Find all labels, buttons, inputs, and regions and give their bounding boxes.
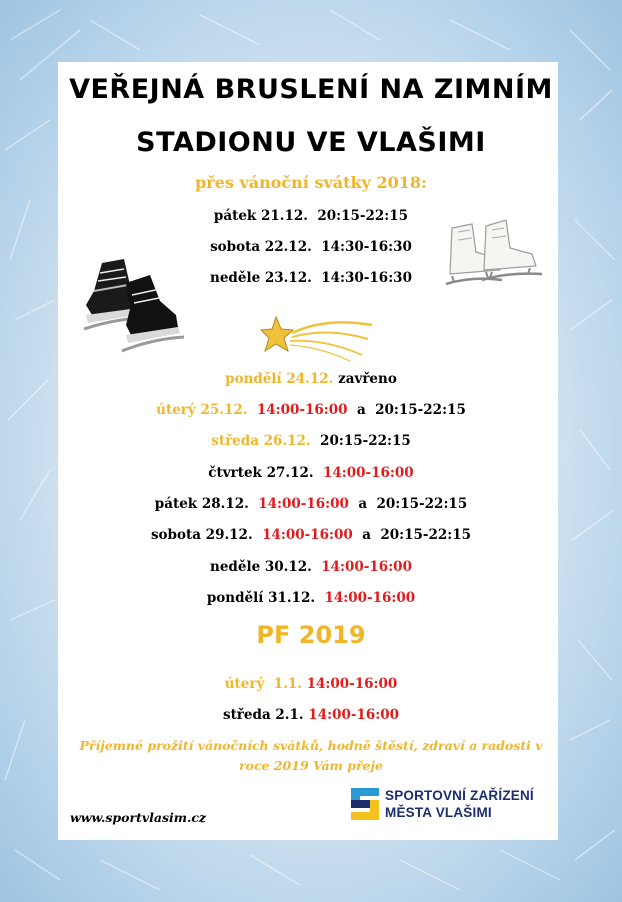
logo-text-line-1: SPORTOVNÍ ZAŘÍZENÍ bbox=[385, 788, 534, 803]
time-label: 14:00-16:00 bbox=[324, 590, 416, 606]
day-label: neděle 23.12. bbox=[210, 270, 312, 286]
schedule-row bbox=[0, 402, 622, 418]
day-label: sobota 29.12. bbox=[150, 527, 253, 543]
schedule-row bbox=[0, 496, 622, 512]
day-label: pátek 28.12. bbox=[154, 496, 249, 512]
time-label: 14:00-16:00 bbox=[258, 496, 349, 512]
and-label: a bbox=[362, 527, 371, 543]
schedule-row bbox=[0, 590, 622, 606]
day-label: úterý 25.12. bbox=[156, 402, 248, 418]
schedule-row bbox=[0, 676, 622, 692]
schedule-row bbox=[0, 527, 622, 543]
subtitle: přes vánoční svátky 2018: bbox=[195, 173, 427, 192]
time-label: 14:00-16:00 bbox=[321, 559, 412, 575]
title-line-2: STADIONU VE VLAŠIMI bbox=[136, 127, 486, 158]
time-label: 14:30-16:30 bbox=[321, 270, 412, 286]
and-label: a bbox=[356, 402, 366, 418]
day-label: pondělí 31.12. bbox=[206, 590, 316, 606]
day-label: čtvrtek 27.12. bbox=[208, 465, 314, 481]
day-label: úterý 1.1. bbox=[224, 676, 302, 692]
day-label: pátek 21.12. bbox=[213, 208, 308, 224]
shooting-star-icon bbox=[256, 311, 374, 363]
figure-skates-image bbox=[442, 218, 548, 294]
time-label: 14:00-16:00 bbox=[256, 402, 348, 418]
day-label: středa 2.1. bbox=[222, 707, 304, 723]
status-label: zavřeno bbox=[338, 371, 397, 387]
schedule-row bbox=[0, 559, 622, 575]
schedule-row bbox=[0, 465, 622, 481]
time-label: 20:15-22:15 bbox=[320, 433, 411, 449]
day-label: středa 26.12. bbox=[211, 433, 311, 449]
time-label: 14:00-16:00 bbox=[322, 465, 414, 481]
time-label: 14:00-16:00 bbox=[308, 707, 400, 723]
schedule-row bbox=[0, 371, 622, 387]
pf-heading: PF 2019 bbox=[256, 621, 366, 649]
hockey-skates-image bbox=[80, 255, 186, 360]
time-label: 20:15-22:15 bbox=[380, 527, 472, 543]
time-label: 20:15-22:15 bbox=[317, 208, 409, 224]
day-label: sobota 22.12. bbox=[210, 239, 312, 255]
time-label: 14:00-16:00 bbox=[306, 676, 398, 692]
time-label: 14:00-16:00 bbox=[262, 527, 353, 543]
time-label: 20:15-22:15 bbox=[376, 496, 468, 512]
greeting-text: Příjemné prožití vánočních svátků, hodně štěstí, zdraví a radosti v roce 2019 Vám přeje bbox=[79, 738, 543, 773]
time-label: 20:15-22:15 bbox=[375, 402, 466, 418]
schedule-row bbox=[0, 433, 622, 449]
website-link[interactable]: www.sportvlasim.cz bbox=[70, 810, 207, 825]
day-label: pondělí 24.12. bbox=[225, 371, 334, 387]
schedule-row bbox=[0, 707, 622, 723]
sport-logo-icon bbox=[351, 788, 379, 820]
and-label: a bbox=[358, 496, 368, 512]
time-label: 14:30-16:30 bbox=[321, 239, 412, 255]
title-line-1: VEŘEJNÁ BRUSLENÍ NA ZIMNÍM bbox=[69, 74, 553, 105]
logo-text-line-2: MĚSTA VLAŠIMI bbox=[385, 805, 492, 820]
day-label: neděle 30.12. bbox=[210, 559, 312, 575]
